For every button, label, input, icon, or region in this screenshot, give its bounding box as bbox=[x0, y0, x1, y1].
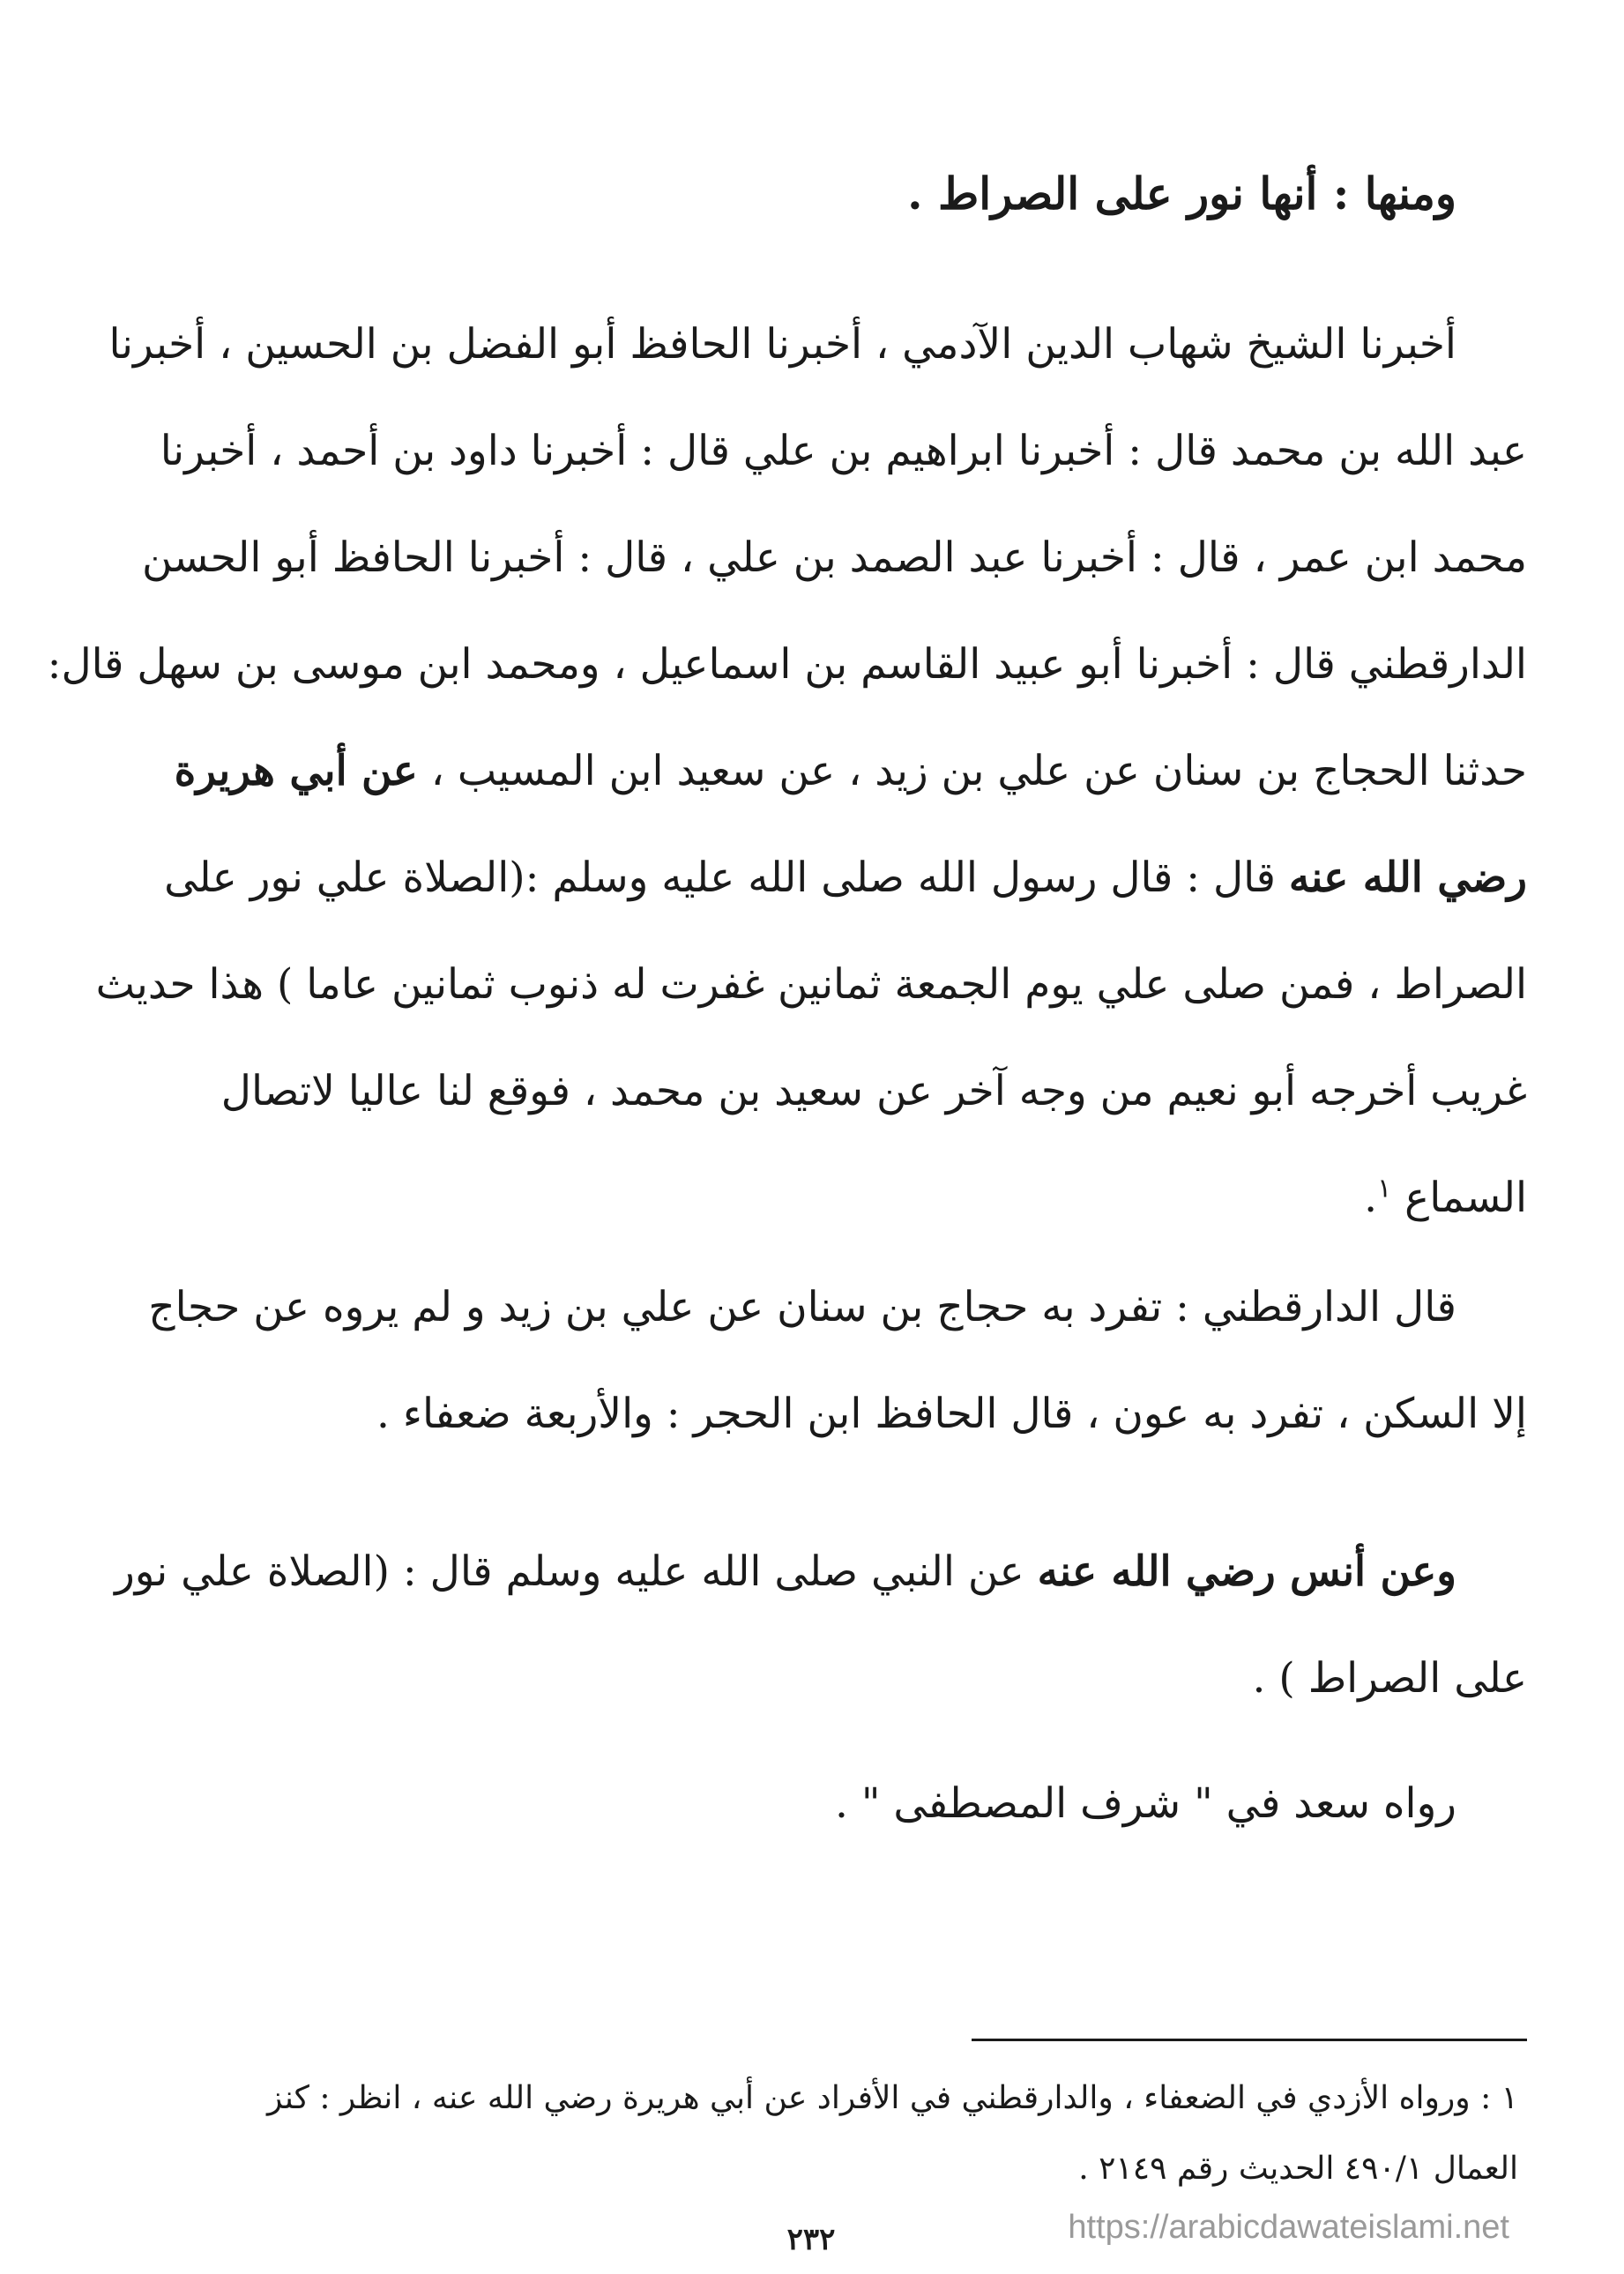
text-line: قال الدارقطني : تفرد به حجاج بن سنان عن علي بن زيد و لم يروه عن حجاج bbox=[148, 1283, 1456, 1331]
text-line: الصراط ، فمن صلى علي يوم الجمعة ثمانين غفرت له ذنوب ثمانين عاما ) هذا حديث bbox=[95, 960, 1527, 1009]
commentary-paragraph bbox=[44, 1254, 1527, 1467]
narrator-name: وعن أنس رضي الله عنه bbox=[1037, 1547, 1456, 1596]
period: . bbox=[1364, 1174, 1378, 1222]
hadith-paragraph-1 bbox=[44, 291, 1527, 1251]
text-line: على الصراط ) . bbox=[1252, 1654, 1527, 1703]
text-segment: قال : قال رسول الله صلى الله عليه وسلم :(الصلاة علي نور على bbox=[164, 854, 1276, 902]
text-line: الدارقطني قال : أخبرنا أبو عبيد القاسم بن اسماعيل ، ومحمد ابن موسى بن سهل قال: bbox=[47, 640, 1527, 689]
text-line: محمد ابن عمر ، قال : أخبرنا عبد الصمد بن علي ، قال : أخبرنا الحافظ أبو الحسن bbox=[141, 533, 1527, 582]
text-line bbox=[44, 718, 1527, 824]
section-heading: ومنها : أنها نور على الصراط . bbox=[907, 168, 1456, 220]
page-number: ٢٣٢ bbox=[786, 2222, 836, 2257]
text-segment: حدثنا الحجاج بن سنان عن علي بن زيد ، عن سعيد ابن المسيب ، bbox=[430, 747, 1527, 795]
narrator-name: عن أبي هريرة bbox=[174, 747, 418, 795]
text-line: أخبرنا الشيخ شهاب الدين الآدمي ، أخبرنا الحافظ أبو الفضل بن الحسين ، أخبرنا bbox=[108, 320, 1456, 369]
text-line: إلا السكن ، تفرد به عون ، قال الحافظ ابن الحجر : والأربعة ضعفاء . bbox=[376, 1390, 1527, 1438]
text-line: غريب أخرجه أبو نعيم من وجه آخر عن سعيد بن محمد ، فوقع لنا عاليا لاتصال bbox=[220, 1067, 1527, 1115]
footnote-line: العمال ٤٩٠/١ الحديث رقم ٢١٤٩ . bbox=[1078, 2151, 1518, 2187]
blessing-phrase: رضي الله عنه bbox=[1288, 854, 1527, 902]
text-segment: السماع bbox=[1404, 1174, 1527, 1222]
text-line: عبد الله بن محمد قال : أخبرنا ابراهيم بن علي قال : أخبرنا داود بن أحمد ، أخبرنا bbox=[160, 427, 1527, 475]
hadith-paragraph-2 bbox=[44, 1518, 1527, 1732]
footnote bbox=[53, 2063, 1518, 2204]
source-paragraph bbox=[44, 1750, 1527, 1857]
text-line bbox=[44, 1518, 1527, 1625]
text-segment: عن النبي صلى الله عليه وسلم قال : (الصلاة علي نور bbox=[115, 1547, 1024, 1596]
text-line: رواه سعد في " شرف المصطفى " . bbox=[834, 1779, 1456, 1828]
watermark-url: https://arabicdawateislami.net bbox=[1068, 2209, 1509, 2246]
text-line bbox=[44, 1144, 1527, 1251]
footnote-divider bbox=[972, 2039, 1527, 2041]
footnote-line: ١ : ورواه الأزدي في الضعفاء ، والدارقطني في الأفراد عن أبي هريرة رضي الله عنه ، انظر : كنز bbox=[267, 2080, 1518, 2116]
footnote-reference[interactable]: ١ bbox=[1377, 1173, 1392, 1204]
text-line bbox=[44, 824, 1527, 931]
